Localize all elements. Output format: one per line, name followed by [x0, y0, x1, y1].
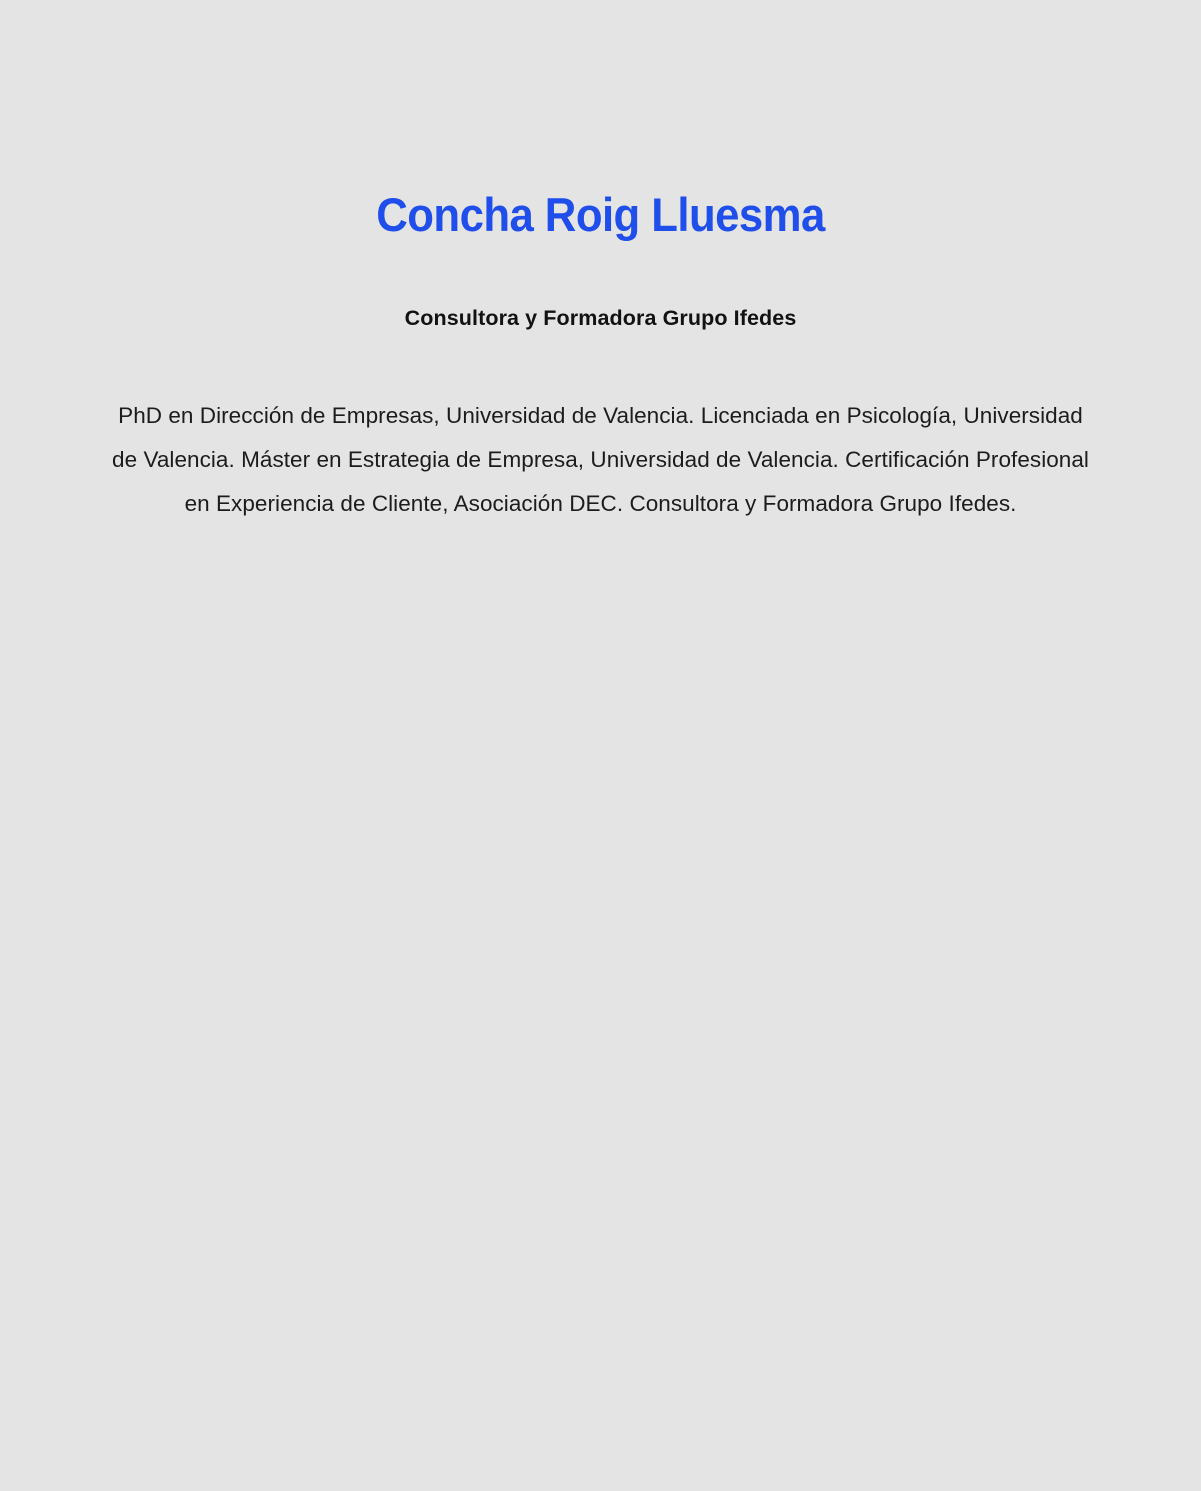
profile-role: Consultora y Formadora Grupo Ifedes	[404, 306, 797, 331]
profile-bio: PhD en Dirección de Empresas, Universidad de Valencia. Licenciada en Psicología, Universidad de Valencia. Máster en Estrategia de Empresa, Universidad de Valencia. Certificación Profesional en Experiencia de Cliente, Asociación DEC. Consultora y Formadora Grupo Ifedes.	[112, 403, 1089, 516]
page-title: Concha Roig Lluesma	[376, 188, 825, 241]
